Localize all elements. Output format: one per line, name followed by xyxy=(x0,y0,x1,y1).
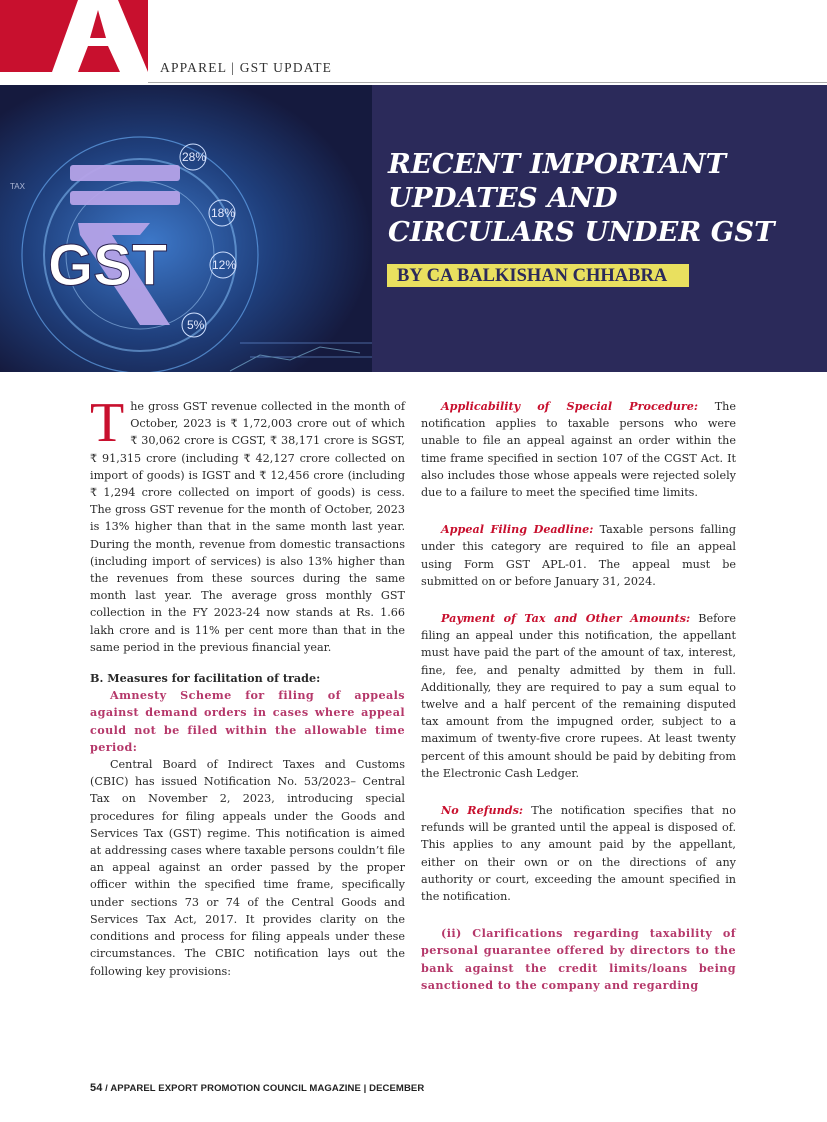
provision-text: The notification specifies that no refunds will be granted until the appeal is disposed of. This applies to any amount paid by the appellant, either on their own or on the directions of any authority or court, exceeding the amount specified in the notification. xyxy=(421,804,736,904)
author-byline: BY CA BALKISHAN CHHABRA xyxy=(387,264,689,287)
left-column xyxy=(90,392,405,980)
provision-text: The notification applies to taxable persons who were unable to file an appeal against an order within the time frame specified in section 107 of the CGST Act. It also includes those whose appeals were rejected solely due to a failure to meet the specified time limits. xyxy=(421,400,736,500)
drop-cap: T xyxy=(90,392,125,454)
section-b-heading: B. Measures for facilitation of trade: xyxy=(90,671,321,686)
letter-a-logo xyxy=(0,0,148,72)
provision-applicability xyxy=(421,398,736,501)
right-column xyxy=(421,398,736,994)
rate-18-label: 18% xyxy=(211,206,236,220)
magazine-logo-block xyxy=(0,0,148,72)
provision-heading: Payment of Tax and Other Amounts: xyxy=(441,611,691,626)
provision-heading: Appeal Filing Deadline: xyxy=(441,522,594,537)
hero-banner xyxy=(0,85,827,372)
article-title: RECENT IMPORTANT UPDATES AND CIRCULARS UNDER GST xyxy=(388,148,775,248)
footer-separator: / xyxy=(102,1083,111,1094)
provision-deadline xyxy=(421,521,736,590)
provision-text: Taxable persons falling under this category are required to file an appeal using Form GST APL-01. The appeal must be submitted on or before January 31, 2024. xyxy=(421,523,736,588)
gst-image-text: GST xyxy=(48,233,168,298)
page-number: 54 xyxy=(90,1082,103,1094)
gst-rupee-illustration xyxy=(0,85,372,372)
intro-paragraph xyxy=(90,392,405,656)
tax-label: TAX xyxy=(10,182,25,191)
amnesty-heading: Amnesty Scheme for filing of appeals against demand orders in cases where appeal could not be filed within the allowable time period: xyxy=(90,688,405,754)
provision-heading: Applicability of Special Procedure: xyxy=(441,399,698,413)
header-divider xyxy=(148,82,827,83)
clarifications-heading: (ii) Clarifications regarding taxability of personal guarantee offered by directors to the bank against the credit limits/loans being sanctioned to the company and regarding xyxy=(421,926,736,992)
cbic-paragraph: Central Board of Indirect Taxes and Customs (CBIC) has issued Notification No. 53/2023– Central Tax on November 2, 2023, introducing special procedures for filing appeals under the Goods and Services Tax (GST) regime. This notification is aimed at addressing cases where taxable persons couldn’t file an appeal against an order passed by the proper officer within the specified time frame, specifically under sections 73 or 74 of the Central Goods and Services Tax Act, 2017. It provides clarity on the conditions and process for filing appeals under these circumstances. The CBIC notification lays out the following key provisions: xyxy=(90,758,405,978)
intro-text: he gross GST revenue collected in the month of October, 2023 is ₹ 1,72,003 crore out of which ₹ 30,062 crore is CGST, ₹ 38,171 crore is SGST, ₹ 91,315 crore (including ₹ 42,127 crore collected on import of goods) is IGST and ₹ 12,456 crore (including ₹ 1,294 crore collected on import of goods) is cess. The gross GST revenue for the month of October, 2023 is 13% higher than that in the same month last year. During the month, revenue from domestic transactions (including import of services) is also 13% higher than the revenues from these sources during the same month last year. The average gross monthly GST collection in the FY 2023-24 now stands at Rs. 1.66 lakh crore and is 11% per cent more than that in the same period in the previous financial year. xyxy=(90,400,405,654)
footer-text: APPAREL EXPORT PROMOTION COUNCIL MAGAZINE | DECEMBER xyxy=(110,1083,425,1094)
provision-payment xyxy=(421,610,736,782)
provision-text: Before filing an appeal under this notification, the appellant must have paid the part of the amount of tax, interest, fine, fee, and penalty admitted by them in full. Additionally, they are required to pay a sum equal to twelve and a half percent of the remaining disputed tax amount from the impugned order, subject to a maximum of twenty-five crore rupees. At least twenty percent of this amount should be paid by debiting from the Electronic Cash Ledger. xyxy=(421,612,736,780)
provision-heading: No Refunds: xyxy=(441,803,524,818)
rate-12-label: 12% xyxy=(212,258,237,272)
rate-28-label: 28% xyxy=(182,150,207,164)
page-footer xyxy=(90,1082,424,1094)
provision-no-refunds xyxy=(421,802,736,905)
rate-5-label: 5% xyxy=(187,318,205,332)
section-label: APPAREL | GST UPDATE xyxy=(160,60,333,75)
